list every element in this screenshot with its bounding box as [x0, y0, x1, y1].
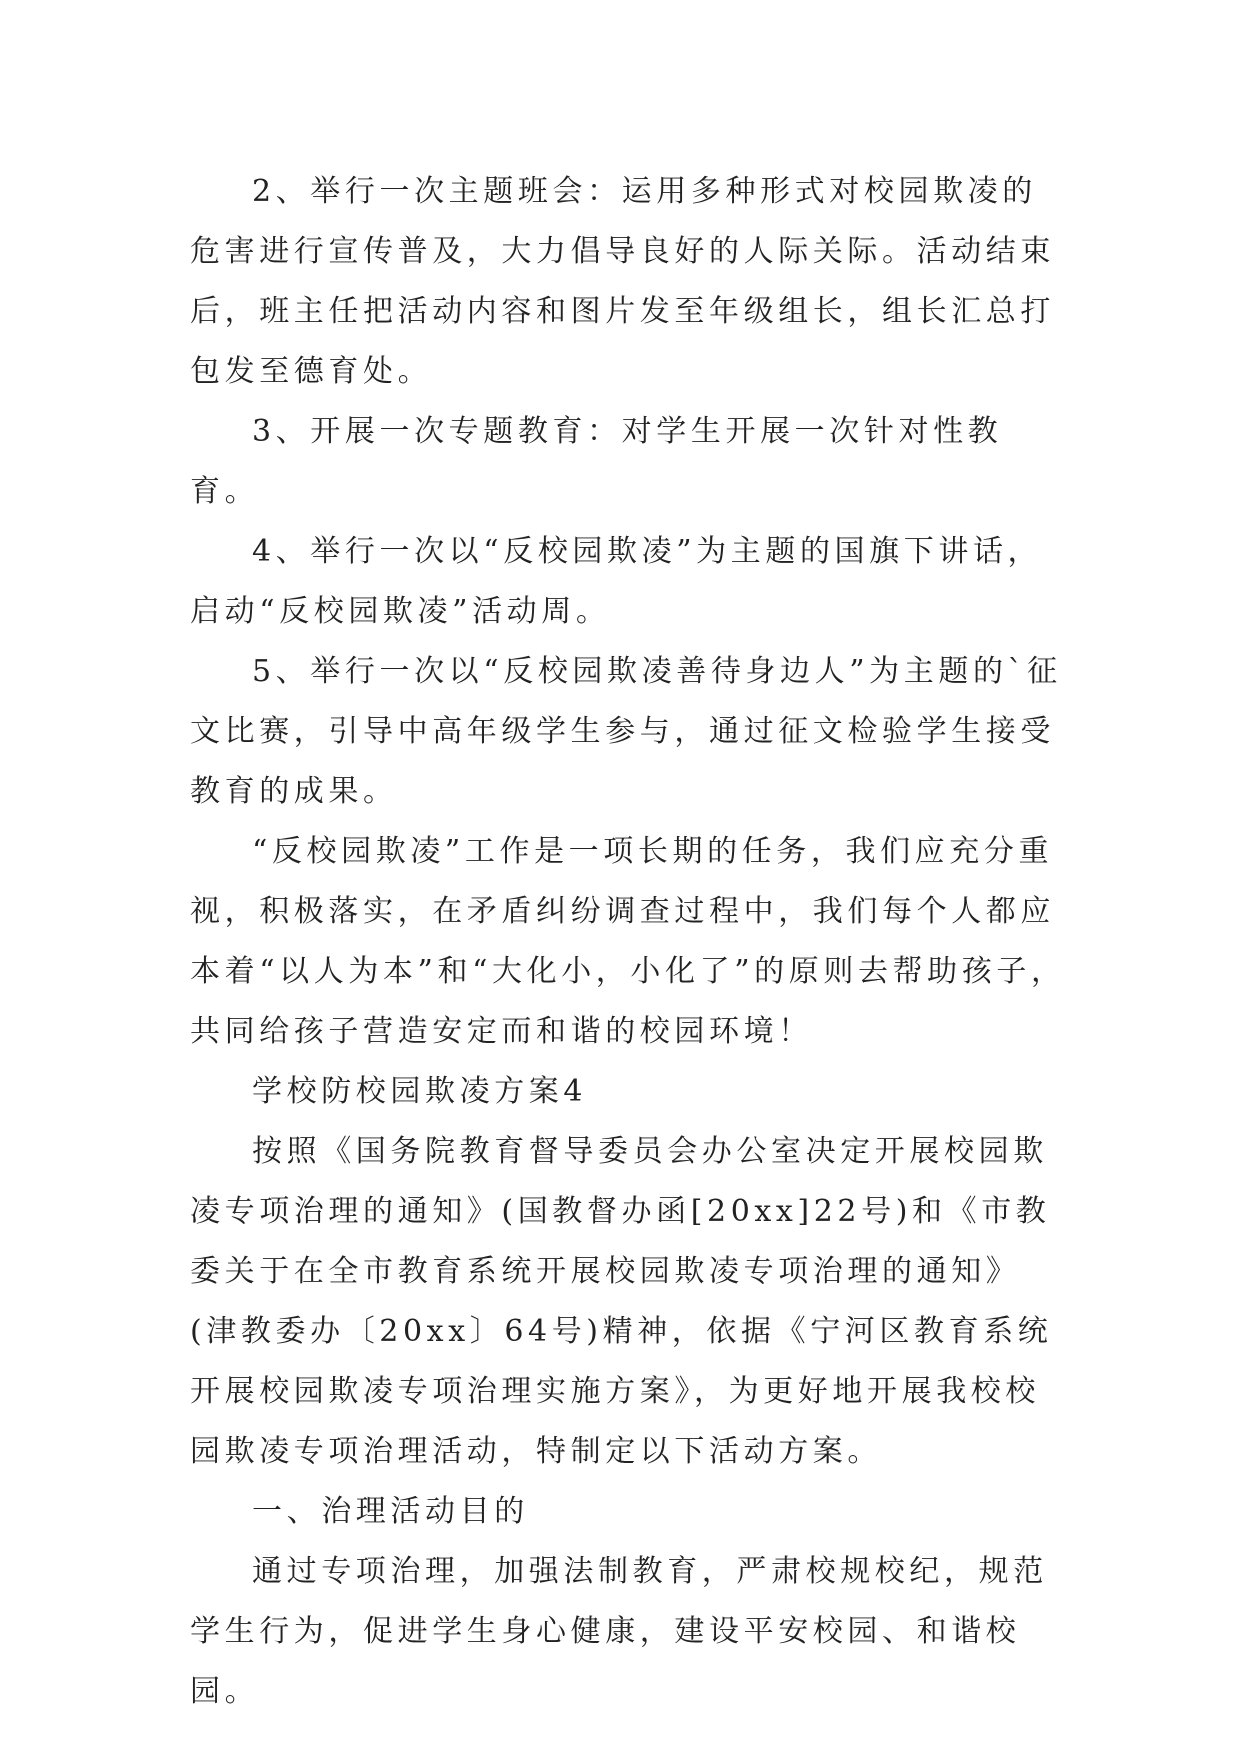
subheading-purpose: 一、治理活动目的 — [252, 1494, 529, 1529]
section-heading-plan-4: 学校防校园欺凌方案4 — [252, 1074, 588, 1109]
paragraph-purpose: 通过专项治理，加强法制教育，严肃校规校纪，规范学生行为，促进学生身心健康，建设平安校园、和谐校园。 — [190, 1554, 1048, 1709]
paragraph-activity-5: 5、举行一次以“反校园欺凌善待身边人”为主题的`征文比赛，引导中高年级学生参与，通过征文检验学生接受教育的成果。 — [190, 654, 1062, 809]
paragraph-activity-2: 2、举行一次主题班会：运用多种形式对校园欺凌的危害进行宣传普及，大力倡导良好的人际关际。活动结束后，班主任把活动内容和图片发至年级组长，组长汇总打包发至德育处。 — [190, 174, 1055, 389]
paragraph-conclusion: “反校园欺凌”工作是一项长期的任务，我们应充分重视，积极落实，在矛盾纠纷调查过程中，我们每个人都应本着“以人为本”和“大化小，小化了”的原则去帮助孩子，共同给孩子营造安定而和谐的校园环境！ — [190, 834, 1066, 1049]
paragraph-basis: 按照《国务院教育督导委员会办公室决定开展校园欺凌专项治理的通知》(国教督办函[20xx]22号)和《市教委关于在全市教育系统开展校园欺凌专项治理的通知》(津教委办〔20xx〕64号)精神，依据《宁河区教育系统开展校园欺凌专项治理实施方案》，为更好地开展我校校园欺凌专项治理活动，特制定以下活动方案。 — [190, 1134, 1053, 1469]
paragraph-activity-3: 3、开展一次专题教育：对学生开展一次针对性教育。 — [190, 414, 1003, 509]
document-body — [190, 162, 1070, 1722]
paragraph-activity-4: 4、举行一次以“反校园欺凌”为主题的国旗下讲话，启动“反校园欺凌”活动周。 — [190, 534, 1043, 629]
